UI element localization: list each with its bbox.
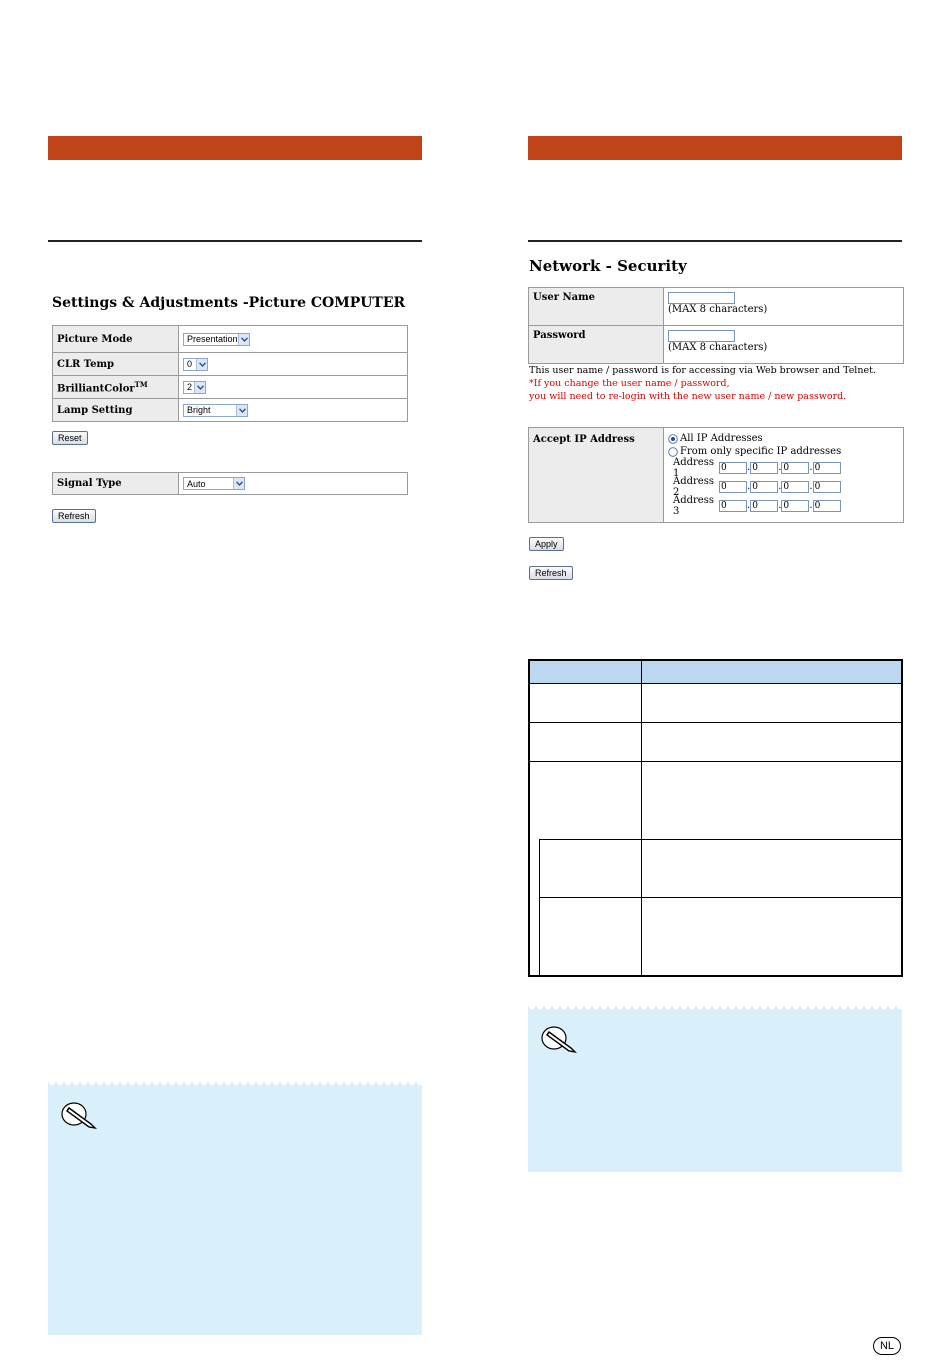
user-name-input[interactable]: [668, 292, 735, 304]
address-row-2: Address 2 0 . 0 . 0 . 0: [673, 477, 899, 496]
table-row-line: [530, 722, 901, 723]
radio-selected-icon: [668, 434, 678, 444]
password-label: Password: [529, 326, 664, 364]
table-header-row: [530, 661, 901, 684]
address-1-octet-1[interactable]: 0: [719, 462, 747, 474]
table-row-line: [539, 839, 901, 840]
right-note-box: [528, 1006, 902, 1172]
radio-all-ip[interactable]: All IP Addresses: [668, 432, 899, 445]
note-dotted-edge: [48, 1082, 422, 1090]
credentials-table: [528, 287, 904, 364]
network-security-title: Network - Security: [529, 257, 687, 275]
picture-settings-title: Settings & Adjustments -Picture COMPUTER: [52, 295, 406, 311]
address-2-octet-3[interactable]: 0: [781, 481, 809, 493]
right-section-bar: [528, 136, 902, 160]
apply-button[interactable]: Apply: [529, 537, 564, 551]
left-note-box: [48, 1082, 422, 1335]
credentials-info-text: This user name / password is for accessing via Web browser and Telnet.: [529, 365, 876, 376]
user-name-label: User Name: [529, 288, 664, 326]
credentials-warning-2: you will need to re-login with the new user name / new password.: [529, 391, 847, 402]
chevron-down-icon: [238, 334, 249, 345]
note-dotted-edge: [528, 1006, 902, 1014]
address-2-octet-4[interactable]: 0: [813, 481, 841, 493]
table-subrow-divider: [539, 839, 540, 975]
signal-type-label: Signal Type: [53, 473, 179, 495]
user-name-hint: (MAX 8 characters): [668, 304, 768, 315]
accept-ip-table: [528, 427, 904, 523]
accept-ip-label: Accept IP Address: [529, 428, 664, 523]
address-3-octet-2[interactable]: 0: [750, 500, 778, 512]
chevron-down-icon: [194, 382, 205, 393]
address-1-octet-2[interactable]: 0: [750, 462, 778, 474]
lamp-setting-select[interactable]: Bright: [183, 404, 248, 417]
password-hint: (MAX 8 characters): [668, 342, 768, 353]
left-divider: [48, 240, 422, 242]
right-divider: [528, 240, 902, 242]
address-1-octet-3[interactable]: 0: [781, 462, 809, 474]
refresh-button-left[interactable]: Refresh: [52, 509, 96, 523]
lamp-setting-label: Lamp Setting: [53, 399, 179, 422]
clr-temp-label: CLR Temp: [53, 353, 179, 376]
pencil-note-icon: [60, 1096, 100, 1130]
table-row-line: [530, 761, 901, 762]
settings-description-table: [528, 659, 903, 977]
chevron-down-icon: [196, 359, 207, 370]
left-section-bar: [48, 136, 422, 160]
password-input[interactable]: [668, 330, 735, 342]
address-1-octet-4[interactable]: 0: [813, 462, 841, 474]
language-badge: NL: [873, 1337, 901, 1355]
table-row-line: [539, 897, 901, 898]
clr-temp-select[interactable]: 0: [183, 358, 208, 371]
chevron-down-icon: [236, 405, 247, 416]
address-row-3: Address 3 0 . 0 . 0 . 0: [673, 496, 899, 515]
address-row-1: Address 1 0 . 0 . 0 . 0: [673, 458, 899, 477]
address-2-octet-1[interactable]: 0: [719, 481, 747, 493]
radio-unselected-icon: [668, 447, 678, 457]
brilliantcolor-select[interactable]: 2: [183, 381, 206, 394]
picture-settings-table: [52, 325, 408, 422]
picture-mode-select[interactable]: Presentation: [183, 333, 250, 346]
pencil-note-icon: [540, 1020, 580, 1054]
table-column-divider: [641, 661, 642, 975]
credentials-warning-1: *If you change the user name / password,: [529, 378, 730, 389]
address-3-octet-1[interactable]: 0: [719, 500, 747, 512]
signal-type-table: [52, 472, 408, 495]
address-3-octet-3[interactable]: 0: [781, 500, 809, 512]
refresh-button-right[interactable]: Refresh: [529, 566, 573, 580]
brilliantcolor-label: BrilliantColor™: [53, 376, 179, 399]
address-2-octet-2[interactable]: 0: [750, 481, 778, 493]
reset-button[interactable]: Reset: [52, 431, 88, 445]
chevron-down-icon: [233, 478, 244, 489]
picture-mode-label: Picture Mode: [53, 326, 179, 353]
signal-type-select[interactable]: Auto: [183, 477, 245, 490]
radio-specific-ip[interactable]: From only specific IP addresses: [668, 445, 899, 458]
address-3-octet-4[interactable]: 0: [813, 500, 841, 512]
